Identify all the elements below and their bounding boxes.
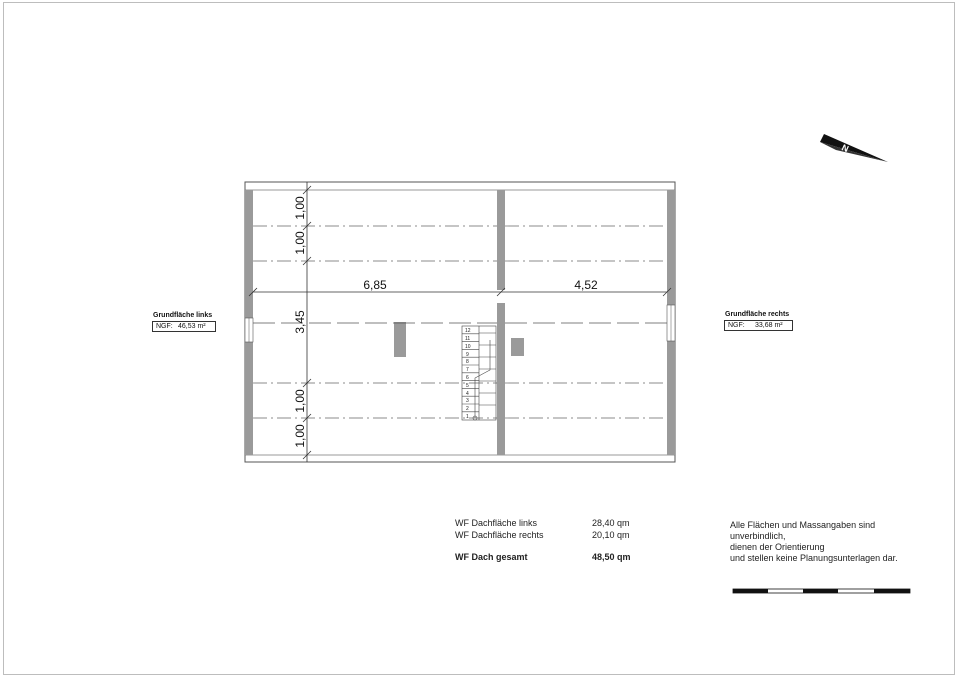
dim-width-right: 4,52 <box>574 278 598 292</box>
chimney-left <box>394 322 406 357</box>
dim-height-3: 3,45 <box>293 310 307 334</box>
summary-row-label: WF Dachfläche rechts <box>455 530 544 540</box>
summary-row-label: WF Dachfläche links <box>455 518 538 528</box>
svg-text:8: 8 <box>466 359 469 365</box>
svg-text:3: 3 <box>466 398 469 404</box>
horizontal-dimension <box>249 288 671 296</box>
right-ngf-box <box>724 320 793 331</box>
svg-text:4: 4 <box>466 391 469 397</box>
dim-height-5: 1,00 <box>293 424 307 448</box>
summary-row-value: 28,40 qm <box>592 518 630 528</box>
disclaimer-line: Alle Flächen und Massangaben sind <box>730 520 876 530</box>
left-area-title: Grundfläche links <box>153 312 213 319</box>
summary-total-label: WF Dach gesamt <box>455 552 528 562</box>
disclaimer-line: unverbindlich, <box>730 531 786 541</box>
svg-text:2: 2 <box>466 406 469 412</box>
summary-total-row <box>455 551 652 563</box>
disclaimer-note <box>730 520 898 564</box>
svg-text:9: 9 <box>466 352 469 358</box>
svg-text:1: 1 <box>466 414 469 420</box>
dim-width-left: 6,85 <box>363 278 387 292</box>
dim-height-1: 1,00 <box>293 196 307 220</box>
svg-text:7: 7 <box>466 367 469 373</box>
svg-text:11: 11 <box>465 336 471 342</box>
scale-bar <box>733 589 910 593</box>
stair-step-numbers <box>465 328 471 420</box>
left-ngf-value: 46,53 m² <box>178 323 206 330</box>
svg-text:12: 12 <box>465 328 471 334</box>
dim-height-4: 1,00 <box>293 389 307 413</box>
summary-row <box>455 529 652 541</box>
chimney-right <box>511 338 524 356</box>
summary-total-value: 48,50 qm <box>592 552 631 562</box>
svg-text:5: 5 <box>466 383 469 389</box>
left-ngf-label: NGF: <box>156 323 173 330</box>
middle-wall-upper <box>497 190 505 290</box>
dim-height-2: 1,00 <box>293 231 307 255</box>
summary-row <box>455 517 652 529</box>
right-ngf-value: 33,68 m² <box>755 322 783 329</box>
height-lines <box>253 226 667 418</box>
middle-wall-lower <box>497 303 505 455</box>
left-ngf-box <box>152 321 216 332</box>
north-arrow-icon <box>820 134 888 162</box>
area-summary-table <box>455 517 652 563</box>
summary-row-value: 20,10 qm <box>592 530 630 540</box>
right-area-title: Grundfläche rechts <box>725 311 790 318</box>
disclaimer-line: dienen der Orientierung <box>730 542 825 552</box>
svg-text:6: 6 <box>466 375 469 381</box>
disclaimer-line: und stellen keine Planungsunterlagen dar. <box>730 553 898 563</box>
right-ngf-label: NGF: <box>728 322 745 329</box>
svg-text:10: 10 <box>465 344 471 350</box>
svg-text:N: N <box>840 142 851 155</box>
